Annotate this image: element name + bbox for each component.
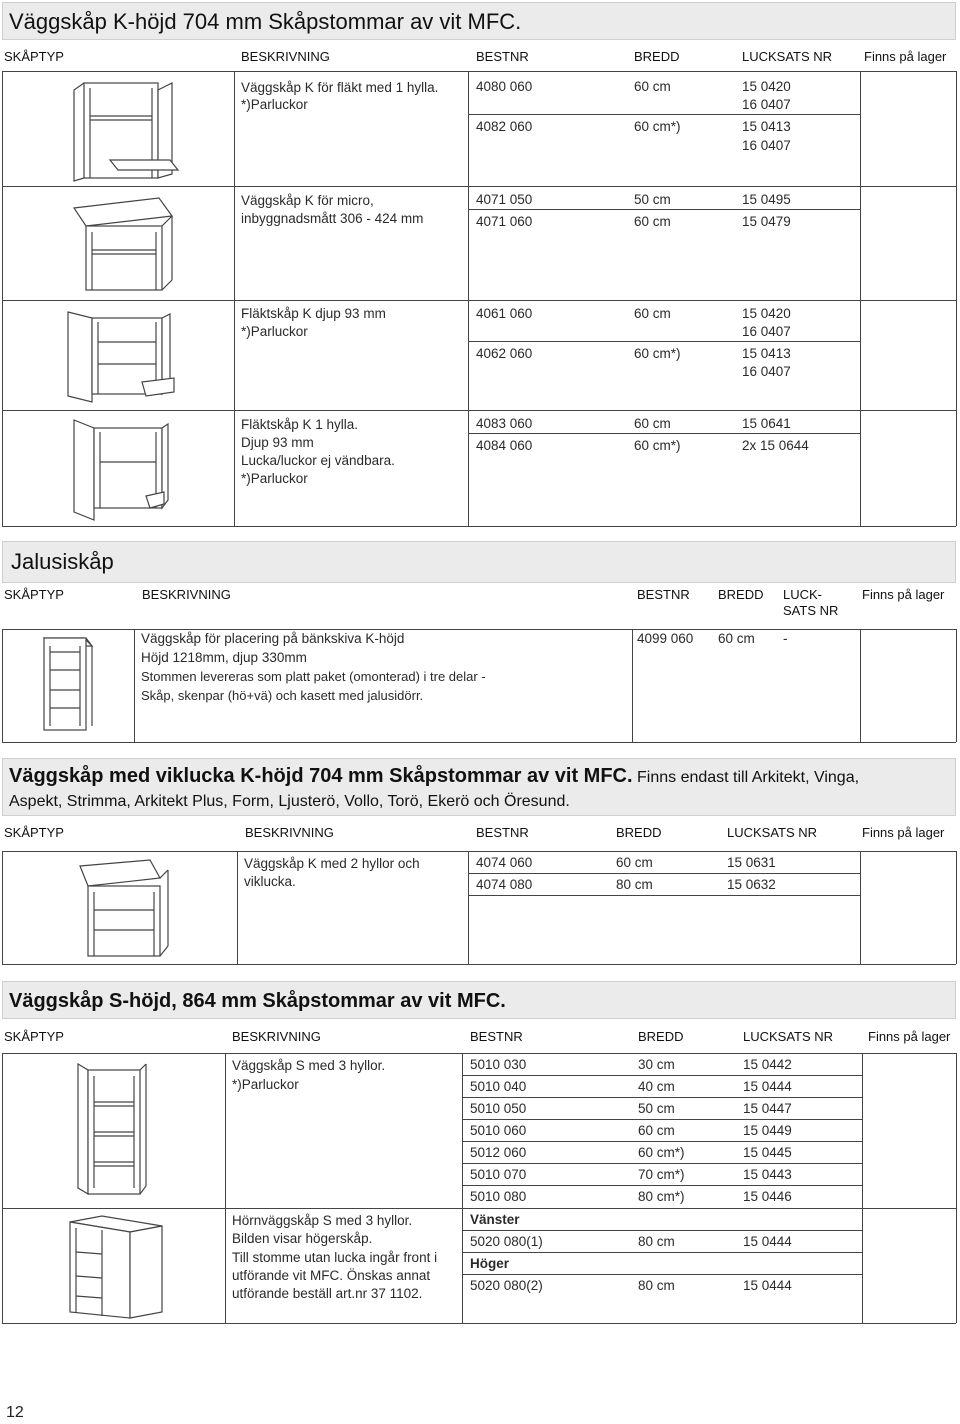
s4-item-lucksats: 15 0447 xyxy=(743,1101,792,1116)
s3-header-lager: Finns på lager xyxy=(862,825,945,840)
s2-desc-line4: Skåp, skenpar (hö+vä) och kasett med jalusidörr. xyxy=(141,688,424,703)
row1-lucksats-1b: 16 0407 xyxy=(742,97,791,112)
fan-cabinet-93-illustration xyxy=(62,306,182,411)
s1-header-beskrivning: BESKRIVNING xyxy=(241,49,330,64)
row1-desc-line2: *)Parluckor xyxy=(241,97,308,112)
s4-item-lucksats: 15 0449 xyxy=(743,1123,792,1138)
s4-desc1-line2: *)Parluckor xyxy=(232,1077,299,1092)
s3-desc-line1: Väggskåp K med 2 hyllor och xyxy=(244,856,420,871)
micro-cabinet-illustration xyxy=(64,190,184,300)
s4-item-lucksats: 15 0444 xyxy=(743,1079,792,1094)
fan-cabinet-illustration xyxy=(70,78,180,188)
row1-bestnr-1: 4080 060 xyxy=(476,79,533,94)
s2-lucksats: - xyxy=(783,631,788,646)
s3-title-bold: Väggskåp med viklucka K-höjd 704 mm Skåpstommar av vit MFC. xyxy=(9,765,633,787)
s1-header-skaptyp: SKÅPTYP xyxy=(4,49,64,64)
s2-header-beskrivning: BESKRIVNING xyxy=(142,587,231,602)
s3-header-bredd: BREDD xyxy=(616,825,662,840)
row2-lucksats-2: 15 0479 xyxy=(742,214,791,229)
s3-bestnr-1: 4074 060 xyxy=(476,855,533,870)
s4-desc2-line3: Till stomme utan lucka ingår front i xyxy=(232,1250,438,1265)
s4-header-bredd: BREDD xyxy=(638,1029,684,1044)
row3-bredd-1: 60 cm xyxy=(634,306,671,321)
s1-header-bestnr: BESTNR xyxy=(476,49,529,64)
s4-item-bredd: 30 cm xyxy=(638,1057,675,1072)
row3-lucksats-2a: 15 0413 xyxy=(742,346,791,361)
section4-title: Väggskåp S-höjd, 864 mm Skåpstommar av vit MFC. xyxy=(2,981,956,1019)
s4-header-beskrivning: BESKRIVNING xyxy=(232,1029,321,1044)
s3-title-line2: Aspekt, Strimma, Arkitekt Plus, Form, Ljusterö, Vollo, Torö, Ekerö och Öresund. xyxy=(9,793,570,810)
s4-item-bestnr: 5010 060 xyxy=(470,1123,527,1138)
s4-header-lucksats: LUCKSATS NR xyxy=(743,1029,834,1044)
s3-title-rest: Finns endast till Arkitekt, Vinga, xyxy=(632,769,860,786)
row2-lucksats-1: 15 0495 xyxy=(742,192,791,207)
row4-bredd-1: 60 cm xyxy=(634,416,671,431)
row3-bestnr-2: 4062 060 xyxy=(476,346,533,361)
row2-bredd-1: 50 cm xyxy=(634,192,671,207)
s4-desc2-line5: utförande beställ art.nr 37 1102. xyxy=(232,1286,423,1301)
s4-header-lager: Finns på lager xyxy=(868,1029,951,1044)
row4-desc-line1: Fläktskåp K 1 hylla. xyxy=(241,417,359,432)
row1-bestnr-2: 4082 060 xyxy=(476,119,533,134)
s4-desc2-line4: utförande vit MFC. Önskas annat xyxy=(232,1268,431,1283)
s2-header-sats: SATS NR xyxy=(783,603,839,618)
s4-item-bestnr: 5010 030 xyxy=(470,1057,527,1072)
s4-item-lucksats: 15 0442 xyxy=(743,1057,792,1072)
page-number: 12 xyxy=(6,1404,24,1421)
row4-desc-line3: Lucka/luckor ej vändbara. xyxy=(241,453,395,468)
row3-lucksats-1b: 16 0407 xyxy=(742,324,791,339)
row2-desc-line2: inbyggnadsmått 306 - 424 mm xyxy=(241,211,424,226)
s3-lucksats-2: 15 0632 xyxy=(727,877,776,892)
section2-title: Jalusiskåp xyxy=(2,541,956,583)
s2-desc-line2: Höjd 1218mm, djup 330mm xyxy=(141,650,307,665)
s3-header-skaptyp: SKÅPTYP xyxy=(4,825,64,840)
s2-header-bredd: BREDD xyxy=(718,587,764,602)
s4-item-bestnr: 5010 050 xyxy=(470,1101,527,1116)
row1-lucksats-2b: 16 0407 xyxy=(742,138,791,153)
row1-lucksats-2a: 15 0413 xyxy=(742,119,791,134)
s3-bestnr-2: 4074 080 xyxy=(476,877,533,892)
s2-desc-line1: Väggskåp för placering på bänkskiva K-höjd xyxy=(141,631,405,646)
row3-lucksats-1a: 15 0420 xyxy=(742,306,791,321)
s1-header-lager: Finns på lager xyxy=(864,49,947,64)
s4-item-bredd: 50 cm xyxy=(638,1101,675,1116)
s2-desc-line3: Stommen levereras som platt paket (omonterad) i tre delar - xyxy=(141,669,486,684)
s4-corner-right-bestnr: 5020 080(2) xyxy=(470,1278,543,1293)
s4-item-bredd: 60 cm*) xyxy=(638,1145,685,1160)
s4-item-bredd: 40 cm xyxy=(638,1079,675,1094)
row4-bestnr-2: 4084 060 xyxy=(476,438,533,453)
row4-bredd-2: 60 cm*) xyxy=(634,438,681,453)
row4-lucksats-2: 2x 15 0644 xyxy=(742,438,809,453)
s4-corner-left-label: Vänster xyxy=(470,1212,520,1227)
s4-header-bestnr: BESTNR xyxy=(470,1029,523,1044)
s3-header-beskrivning: BESKRIVNING xyxy=(245,825,334,840)
section1-title: Väggskåp K-höjd 704 mm Skåpstommar av vit MFC. xyxy=(2,2,956,40)
row2-bredd-2: 60 cm xyxy=(634,214,671,229)
flap-door-cabinet-illustration xyxy=(74,856,184,966)
s3-header-bestnr: BESTNR xyxy=(476,825,529,840)
row4-desc-line2: Djup 93 mm xyxy=(241,435,314,450)
fan-cabinet-1-shelf-illustration xyxy=(68,414,178,529)
s4-desc1-line1: Väggskåp S med 3 hyllor. xyxy=(232,1058,386,1073)
row1-lucksats-1a: 15 0420 xyxy=(742,79,791,94)
s4-item-bredd: 80 cm*) xyxy=(638,1189,685,1204)
s4-item-lucksats: 15 0446 xyxy=(743,1189,792,1204)
s4-corner-left-bredd: 80 cm xyxy=(638,1234,675,1249)
s4-item-bredd: 60 cm xyxy=(638,1123,675,1138)
row2-desc-line1: Väggskåp K för micro, xyxy=(241,193,374,208)
s2-bestnr: 4099 060 xyxy=(637,631,694,646)
row4-lucksats-1: 15 0641 xyxy=(742,416,791,431)
s2-header-skaptyp: SKÅPTYP xyxy=(4,587,64,602)
s1-header-bredd: BREDD xyxy=(634,49,680,64)
row3-bredd-2: 60 cm*) xyxy=(634,346,681,361)
row4-bestnr-1: 4083 060 xyxy=(476,416,533,431)
s2-header-lager: Finns på lager xyxy=(862,587,945,602)
s2-bredd: 60 cm xyxy=(718,631,755,646)
s4-item-lucksats: 15 0443 xyxy=(743,1167,792,1182)
s3-bredd-2: 80 cm xyxy=(616,877,653,892)
s4-item-bestnr: 5010 080 xyxy=(470,1189,527,1204)
s4-item-lucksats: 15 0445 xyxy=(743,1145,792,1160)
s4-corner-right-bredd: 80 cm xyxy=(638,1278,675,1293)
row1-bredd-1: 60 cm xyxy=(634,79,671,94)
row2-bestnr-2: 4071 060 xyxy=(476,214,533,229)
s4-item-bestnr: 5010 040 xyxy=(470,1079,527,1094)
s-cabinet-illustration xyxy=(74,1058,154,1203)
row3-desc-line2: *)Parluckor xyxy=(241,324,308,339)
s4-header-skaptyp: SKÅPTYP xyxy=(4,1029,64,1044)
s4-item-bredd: 70 cm*) xyxy=(638,1167,685,1182)
s2-header-luck: LUCK- xyxy=(783,587,823,602)
s4-item-bestnr: 5010 070 xyxy=(470,1167,527,1182)
row4-desc-line4: *)Parluckor xyxy=(241,471,308,486)
s3-lucksats-1: 15 0631 xyxy=(727,855,776,870)
s3-header-lucksats: LUCKSATS NR xyxy=(727,825,818,840)
section3-title xyxy=(2,758,956,816)
s2-header-bestnr: BESTNR xyxy=(637,587,690,602)
row3-desc-line1: Fläktskåp K djup 93 mm xyxy=(241,306,386,321)
corner-cabinet-illustration xyxy=(62,1212,172,1327)
s4-corner-right-label: Höger xyxy=(470,1256,510,1271)
roll-shutter-cabinet-illustration xyxy=(36,634,100,739)
s4-corner-right-lucksats: 15 0444 xyxy=(743,1278,792,1293)
s4-item-bestnr: 5012 060 xyxy=(470,1145,527,1160)
s4-corner-left-bestnr: 5020 080(1) xyxy=(470,1234,543,1249)
row1-desc-line1: Väggskåp K för fläkt med 1 hylla. xyxy=(241,80,439,95)
row1-bredd-2: 60 cm*) xyxy=(634,119,681,134)
s4-desc2-line2: Bilden visar högerskåp. xyxy=(232,1231,373,1246)
s4-desc2-line1: Hörnväggskåp S med 3 hyllor. xyxy=(232,1213,413,1228)
s4-corner-left-lucksats: 15 0444 xyxy=(743,1234,792,1249)
s3-desc-line2: viklucka. xyxy=(244,874,296,889)
s3-bredd-1: 60 cm xyxy=(616,855,653,870)
row3-lucksats-2b: 16 0407 xyxy=(742,364,791,379)
s1-header-lucksats: LUCKSATS NR xyxy=(742,49,833,64)
row3-bestnr-1: 4061 060 xyxy=(476,306,533,321)
row2-bestnr-1: 4071 050 xyxy=(476,192,533,207)
